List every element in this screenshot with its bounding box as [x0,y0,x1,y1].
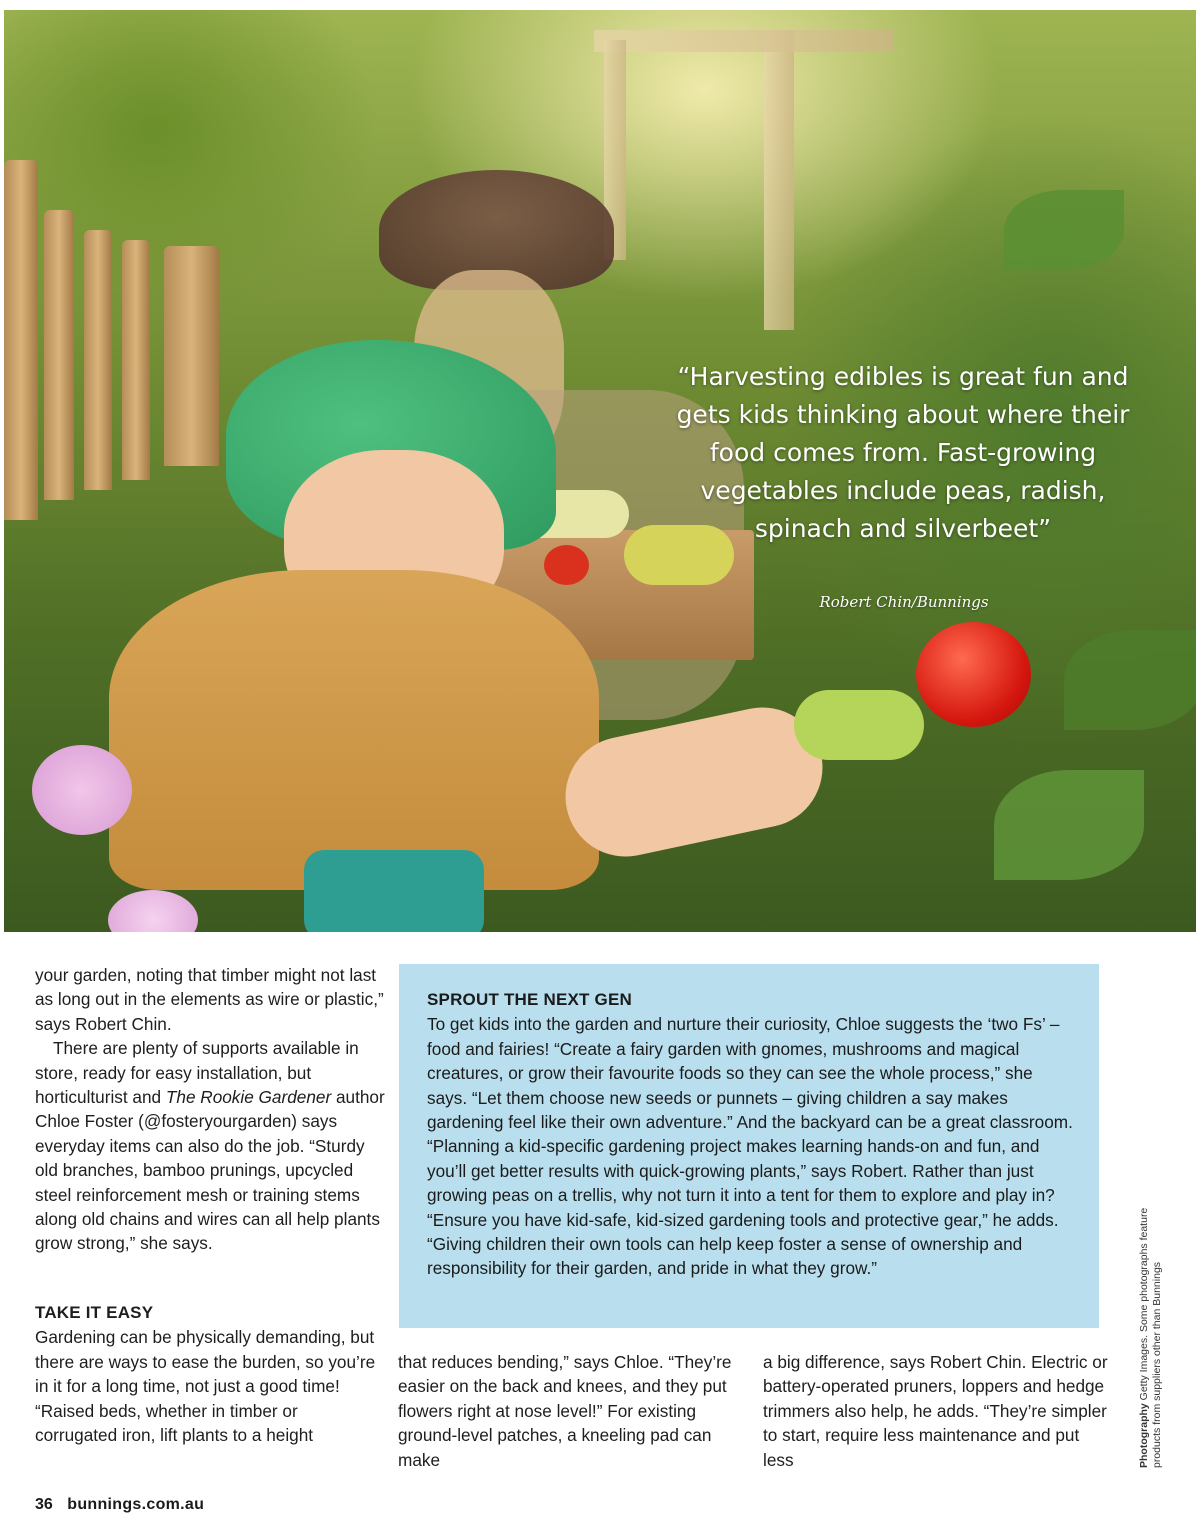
column-2 [398,1350,743,1472]
fence-post [122,240,150,480]
book-title: The Rookie Gardener [165,1087,332,1108]
tomato [916,622,1031,727]
pergola-post [764,30,794,330]
paragraph: a big difference, says Robert Chin. Electric or battery-operated pruners, loppers and hedge trimmers also help, he adds. “They’re simpler to start, require less maintenance and put less [763,1352,1108,1470]
credit-text: Getty Images. Some photographs feature products from suppliers other than Bunnings [1138,1207,1163,1468]
text-run: There are plenty of supports available in store, ready for easy installation, but horticulturist and [35,1038,359,1108]
fence-post [164,246,219,466]
footer-url: bunnings.com.au [67,1496,205,1513]
paragraph [35,1036,385,1256]
tomato-leaf [994,770,1144,880]
sidebar-body: To get kids into the garden and nurture their curiosity, Chloe suggests the ‘two Fs’ – food and fairies! “Create a fairy garden with gnomes, mushrooms and magical creatures, or grow their favourite foods so they can see the whole process,” she says. “Let them choose new seeds or punnets – giving children a say makes gardening feel like their own adventure.” And the backyard can be a great classroom. “Planning a kid-specific gardening project makes learning hands-on and fun, and you’ll get better results with quick-growing plants,” says Robert. Rather than just growing peas on a trellis, why not turn it into a tent for them to explore and play in? “Ensure you have kid-safe, kid-sized gardening tools and protective gear,” he adds. “Giving children their own tools can help keep foster a sense of ownership and responsibility for their garden, and pride in what they grow.” [427,1014,1073,1279]
pink-flower [108,890,198,932]
fence-post [84,230,112,490]
glove [794,690,924,760]
paragraph: Gardening can be physically demanding, but there are ways to ease the burden, so you’re in it for a long time, not just a good time! “Raised beds, whether in timber or corrugated iron, lift plants to a height [35,1327,376,1446]
sidebar-content [427,988,1077,1281]
fence-post [4,160,38,520]
section-heading: TAKE IT EASY [35,1303,154,1322]
column-3 [763,1350,1108,1472]
boy-shorts [304,850,484,932]
tomato-leaf [1004,190,1124,270]
pull-quote-credit: Robert Chin/Bunnings [819,593,989,611]
pink-flower [32,745,132,835]
hero-photo [4,10,1196,932]
credit-label: Photography [1138,1403,1150,1468]
tomato-leaf [1064,630,1196,730]
column-1 [35,963,385,1256]
crate-tomato [544,545,589,585]
fence-post [44,210,74,500]
page-footer [35,1496,214,1514]
paragraph: your garden, noting that timber might not last as long out in the elements as wire or plastic,” says Robert Chin. [35,965,384,1034]
boy-shirt [109,570,599,890]
photo-credit [1138,1198,1164,1468]
pull-quote: “Harvesting edibles is great fun and gets kids thinking about where their food comes from. Fast-growing vegetables include peas, radish, spinach and silverbeet” [676,362,1130,543]
sidebar-box [399,964,1099,1328]
page-number: 36 [35,1496,53,1513]
paragraph: that reduces bending,” says Chloe. “They’re easier on the back and knees, and they put flowers right at nose level!” For existing ground-level patches, a kneeling pad can make [398,1352,732,1470]
section-take-it-easy [35,1301,380,1447]
text-run: author Chloe Foster (@fosteryourgarden) says everyday items can also do the job. “Sturdy old branches, bamboo prunings, upcycled steel reinforcement mesh or training stems along old chains and wires can all help plants grow strong,” she says. [35,1087,385,1254]
pergola-beam [594,30,894,52]
sidebar-heading: SPROUT THE NEXT GEN [427,990,632,1009]
